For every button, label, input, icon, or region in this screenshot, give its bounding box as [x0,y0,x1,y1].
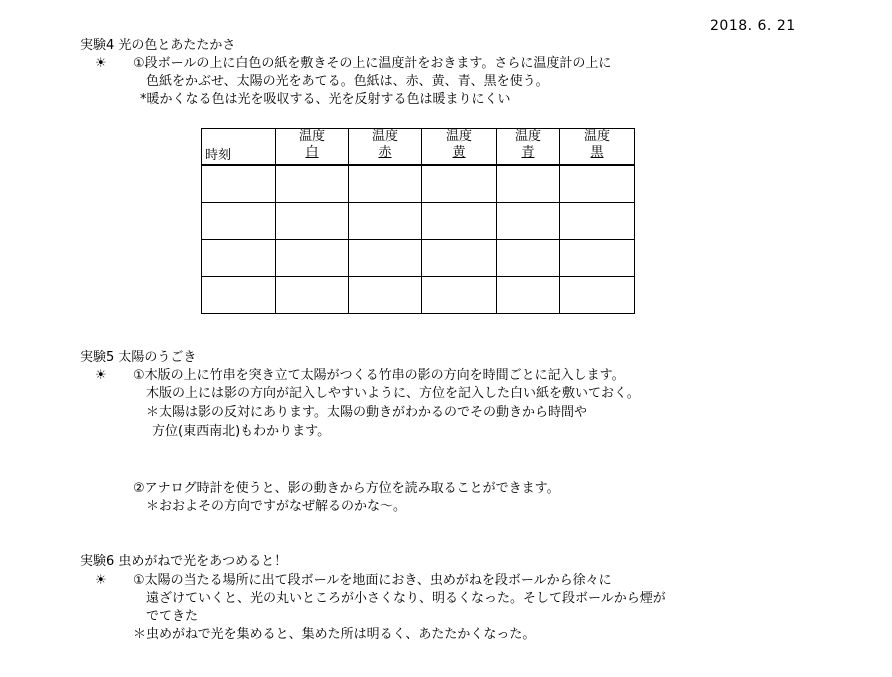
document-date: 2018. 6. 21 [710,18,796,34]
table-header-red [349,129,422,166]
table-header-black [560,129,635,166]
table-cell [202,240,276,277]
table-cell [276,203,349,240]
exp6-title: 実験6 虫めがねで光をあつめると！ [80,554,288,569]
exp5-line3: ＊太陽は影の反対にあります。太陽の動きがわかるのでその動きから時間や [146,405,587,420]
exp5-line5: ②アナログ時計を使うと、影の動きから方位を読み取ることができます。 [133,481,560,496]
table-header-yellow [422,129,497,166]
exp6-line4: ＊虫めがねで光を集めると、集めた所は明るく、あたたかくなった。 [133,627,536,642]
table-cell [349,240,422,277]
table-cell [497,203,560,240]
table-body [202,165,635,314]
table-cell [560,165,635,203]
table-cell [349,165,422,203]
temperature-table [201,128,635,314]
exp4-line1: ①段ボールの上に白色の紙を敷きその上に温度計をおきます。さらに温度計の上に [133,56,612,71]
header-top: 温度 [445,129,472,144]
exp5-line2: 木版の上には影の方向が記入しやすいように、方位を記入した白い紙を敷いておく。 [146,386,640,401]
table-cell [497,165,560,203]
table-header-time: 時刻 [202,129,276,166]
table-row [202,240,635,277]
header-bottom: 赤 [378,145,392,160]
table-cell [202,165,276,203]
sun-icon: ☀ [95,56,107,71]
header-top: 温度 [371,129,398,144]
exp5-line1: ①木版の上に竹串を突き立て太陽がつくる竹串の影の方向を時間ごとに記入します。 [133,368,625,383]
header-bottom: 白 [305,145,319,160]
table-cell [276,277,349,314]
table-cell [349,203,422,240]
header-bottom: 青 [521,145,535,160]
sun-icon: ☀ [95,368,107,383]
table-cell [497,240,560,277]
table-row [202,277,635,314]
table-cell [276,240,349,277]
table-cell [560,203,635,240]
table-header-blue [497,129,560,166]
exp5-line4: 方位(東西南北)もわかります。 [152,424,331,439]
table-cell [202,203,276,240]
table-cell [202,277,276,314]
table-cell [422,240,497,277]
table-cell [276,165,349,203]
table-cell [422,165,497,203]
table-row [202,203,635,240]
table-cell [560,277,635,314]
table-row [202,165,635,203]
exp5-title: 実験5 太陽のうごき [80,350,197,365]
table-cell [497,277,560,314]
exp4-line3: *暖かくなる色は光を吸収する、光を反射する色は暖まりにくい [140,92,511,107]
exp5-line6: ＊おおよその方向ですがなぜ解るのかな〜。 [146,499,407,514]
exp6-line2: 遠ざけていくと、光の丸いところが小さくなり、明るくなった。そして段ボールから煙が [146,591,666,606]
header-top: 温度 [514,129,541,144]
table-cell [422,277,497,314]
header-bottom: 黒 [590,145,604,160]
table-cell [560,240,635,277]
exp6-line1: ①太陽の当たる場所に出て段ボールを地面におき、虫めがねを段ボールから徐々に [133,573,612,588]
exp4-title: 実験4 光の色とあたたかさ [80,38,236,53]
header-bottom: 黄 [452,145,466,160]
header-top: 温度 [298,129,325,144]
table-cell [422,203,497,240]
header-top: 温度 [583,129,610,144]
exp4-line2: 色紙をかぶせ、太陽の光をあてる。色紙は、赤、黄、青、黒を使う。 [146,74,549,89]
sun-icon: ☀ [95,573,107,588]
table-header-white [276,129,349,166]
exp6-line3: でてきた [146,609,199,624]
table-cell [349,277,422,314]
